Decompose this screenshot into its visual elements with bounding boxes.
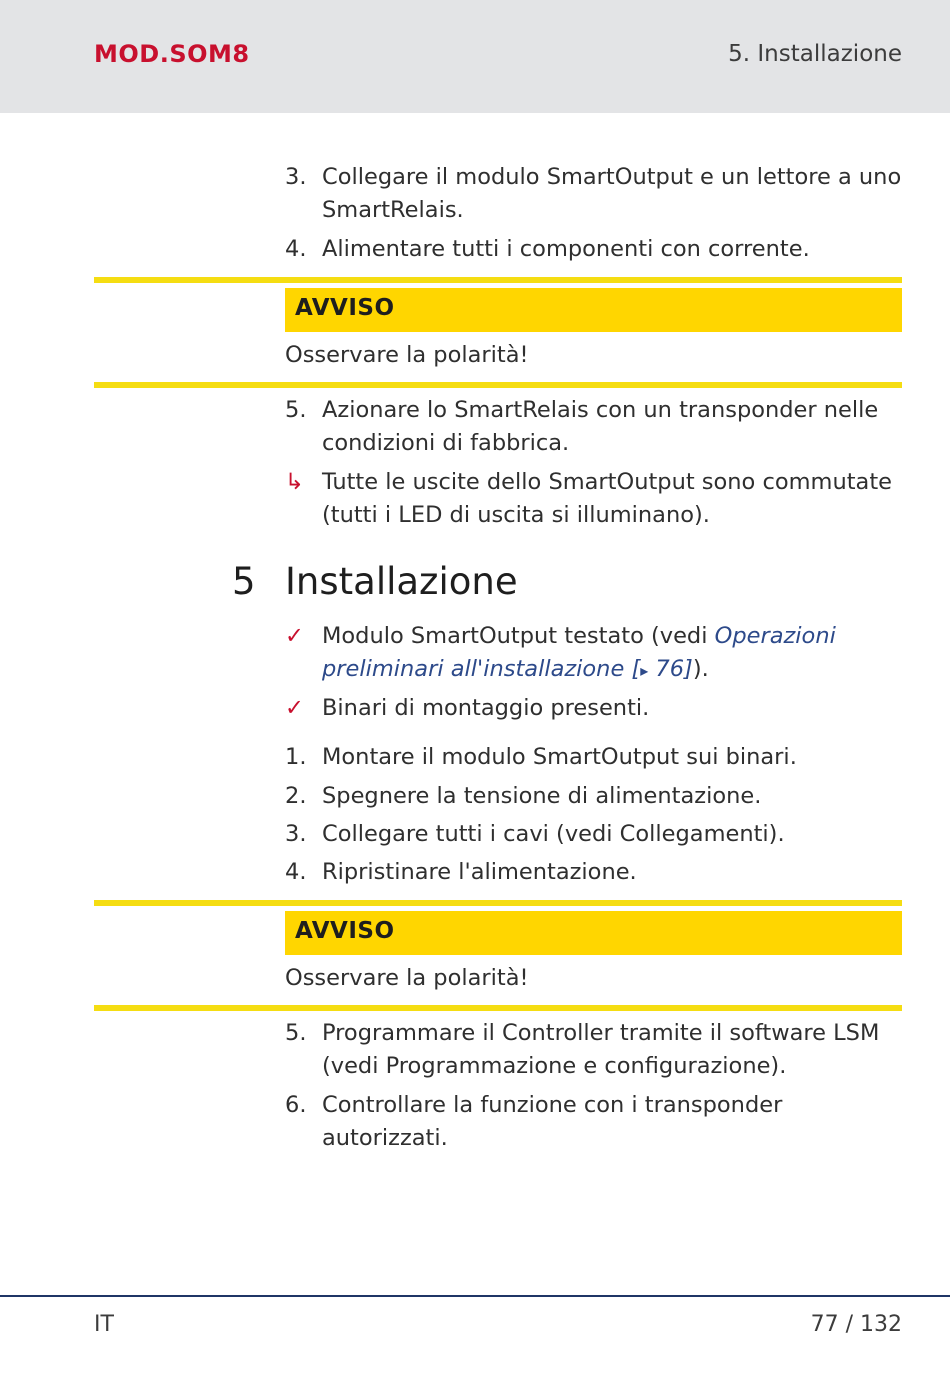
step-text: Alimentare tutti i componenti con corrente.: [322, 236, 810, 262]
notice-bar: [285, 288, 902, 332]
step-number: 5.: [285, 1020, 307, 1046]
notice-text: Osservare la polarità!: [285, 342, 529, 368]
section-number: 5: [232, 560, 256, 603]
page-arrow-icon: ▸: [640, 661, 649, 680]
step-text: Programmare il Controller tramite il software LSM (vedi Programmazione e configurazione).: [322, 1020, 880, 1079]
step-number: 4.: [285, 859, 307, 885]
step-number: 6.: [285, 1092, 307, 1118]
notice-top-rule: [94, 900, 902, 906]
link-text: Operazioni preliminari all'installazione [: [322, 623, 836, 682]
notice-title: AVVISO: [295, 295, 395, 321]
step-number: 5.: [285, 397, 307, 423]
result-arrow-icon: ↳: [285, 469, 304, 495]
notice-bottom-rule: [94, 382, 902, 388]
step-text: Controllare la funzione con i transponder autorizzati.: [322, 1092, 783, 1151]
step-text: Spegnere la tensione di alimentazione.: [322, 783, 762, 809]
result-item: [285, 466, 905, 532]
checkmark-icon: ✓: [285, 623, 304, 649]
step-number: 3.: [285, 821, 307, 847]
footer-rule: [0, 1295, 950, 1297]
notice-text: Osservare la polarità!: [285, 965, 529, 991]
step-text: Collegare il modulo SmartOutput e un lettore a uno SmartRelais.: [322, 164, 902, 223]
step-number: 4.: [285, 236, 307, 262]
notice-bottom-rule: [94, 1005, 902, 1011]
notice-title: AVVISO: [295, 918, 395, 944]
list-item: [285, 1017, 905, 1083]
step-number: 1.: [285, 744, 307, 770]
language-code: IT: [94, 1312, 114, 1337]
section-title: Installazione: [285, 560, 518, 603]
step-text: Montare il modulo SmartOutput sui binari.: [322, 744, 797, 770]
notice-bar: [285, 911, 902, 955]
result-text: Tutte le uscite dello SmartOutput sono commutate (tutti i LED di uscita si illuminano).: [322, 469, 892, 528]
list-item: [285, 818, 905, 851]
step-number: 3.: [285, 164, 307, 190]
step-text: Azionare lo SmartRelais con un transponder nelle condizioni di fabbrica.: [322, 397, 879, 456]
prerequisite-text: [322, 620, 905, 687]
product-name: MOD.SOM8: [94, 40, 250, 68]
prerequisite-text: Binari di montaggio presenti.: [322, 695, 650, 721]
prerequisite-text-suffix: ).: [692, 656, 709, 682]
prerequisite-text-prefix: Modulo SmartOutput testato (vedi: [322, 623, 715, 649]
list-item: [285, 856, 905, 889]
page-number: 77 / 132: [810, 1312, 902, 1337]
prerequisite-item: [285, 692, 905, 725]
prerequisite-item: [285, 620, 905, 687]
list-item: [285, 161, 905, 227]
checkmark-icon: ✓: [285, 695, 304, 721]
list-item: [285, 394, 905, 460]
list-item: [285, 233, 905, 266]
list-item: [285, 1089, 905, 1155]
step-text: Collegare tutti i cavi (vedi Collegamenti).: [322, 821, 785, 847]
running-section-title: 5. Installazione: [728, 41, 902, 67]
link-page: 76]: [648, 656, 693, 682]
step-text: Ripristinare l'alimentazione.: [322, 859, 637, 885]
list-item: [285, 780, 905, 813]
notice-top-rule: [94, 277, 902, 283]
page-header: [0, 0, 950, 113]
list-item: [285, 741, 905, 774]
step-number: 2.: [285, 783, 307, 809]
